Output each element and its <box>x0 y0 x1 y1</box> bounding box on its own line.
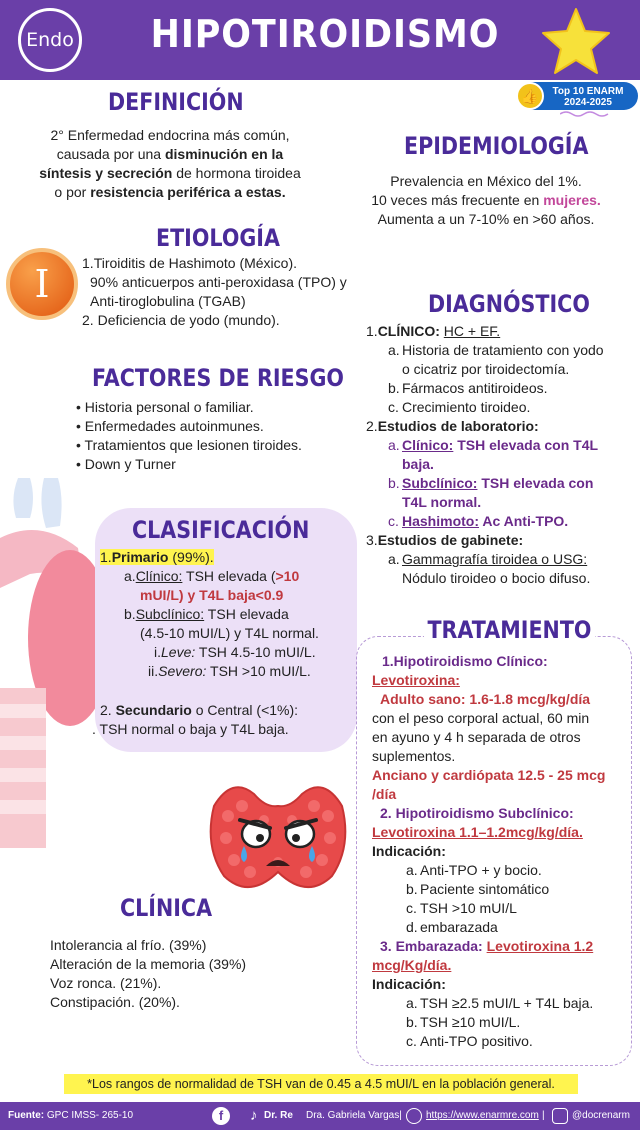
etiologia-title: ETIOLOGÍA <box>156 224 280 252</box>
star-icon <box>540 6 612 76</box>
list-item: Voz ronca. (21%). <box>50 975 162 991</box>
clasificacion-title: CLASIFICACIÓN <box>132 516 310 544</box>
page-title: HIPOTIROIDISMO <box>150 12 500 56</box>
globe-icon <box>406 1108 422 1124</box>
facebook-icon[interactable]: f <box>212 1107 230 1125</box>
tsh-footnote: *Los rangos de normalidad de TSH van de 0.45 a 4.5 mUI/L en la población general. <box>64 1074 578 1094</box>
definicion-text: 2° Enfermedad endocrina más común, causada por una disminución en la síntesis y secreción de hormona tiroidea o por resistencia periférica a estas. <box>39 127 301 200</box>
factores-list <box>76 398 356 474</box>
website-link[interactable]: https://www.enarmre.com <box>426 1110 539 1121</box>
instagram-icon[interactable] <box>552 1108 568 1124</box>
enarm-badge: Top 10 ENARM 2024-2025 <box>520 82 638 110</box>
squiggle-decoration <box>560 110 610 118</box>
footer-bar: Fuente: GPC IMSS- 265-10 f ♪ Dr. Re Dra. Gabriela Vargas| https://www.enarmre.com | @docrenarm <box>0 1102 640 1130</box>
list-item: • Enfermedades autoinmunes. <box>76 418 264 434</box>
tiktok-icon[interactable]: ♪ <box>250 1107 258 1124</box>
clinica-title: CLÍNICA <box>120 894 213 922</box>
list-item: • Historia personal o familiar. <box>76 399 254 415</box>
instagram-handle[interactable]: @docrenarm <box>572 1110 630 1121</box>
etiologia-list: 1.Tiroiditis de Hashimoto (México). 90% anticuerpos anti-peroxidasa (TPO) y Anti-tiroglobulina (TGAB) 2. Deficiencia de yodo (mundo). <box>82 255 347 328</box>
endo-logo: Endo <box>18 8 82 72</box>
clinica-list <box>50 936 310 1012</box>
header-bar <box>0 0 640 80</box>
list-item: Intolerancia al frío. (39%) <box>50 937 207 953</box>
list-item: • Tratamientos que lesionen tiroides. <box>76 437 302 453</box>
thyroid-character-illustration <box>204 776 352 900</box>
tratamiento-title: TRATAMIENTO <box>424 616 595 644</box>
info-i-icon: I <box>6 248 78 320</box>
list-item: • Down y Turner <box>76 456 176 472</box>
epidemiologia-title: EPIDEMIOLOGÍA <box>404 132 589 160</box>
epidemiologia-text: Prevalencia en México del 1%. 10 veces más frecuente en mujeres. Aumenta a un 7-10% en >60 años. <box>371 173 601 227</box>
list-item: Constipación. (20%). <box>50 994 180 1010</box>
diagnostico-list: 1.CLÍNICO: HC + EF. a. Historia de tratamiento con yodo o cicatriz por tiroidectomía. b. Fármacos antitiroideos. c. Crecimiento tiroideo. 2.Estudios de laboratorio: a. Clínico: TSH elevada con T4L baja. b. Subclínico: TSH elevada con T4L normal. c. Hashimoto: Ac Anti-TPO. 3.Estudios de gabinete: a. Gammagrafía tiroidea o USG: Nódulo tiroideo o bocio difuso. <box>366 323 604 586</box>
tratamiento-list: 1.Hipotiroidismo Clínico: Levotiroxina: Adulto sano: 1.6-1.8 mcg/kg/día con el peso corporal actual, 60 min en ayuno y 4 h separada de otros suplementos. Anciano y cardiópata 12.5 - 25 mcg /día 2. Hipotiroidismo Subclínico: Levotiroxina 1.1–1.2mcg/kg/día. Indicación: a. Anti-TPO + y bocio. b. Paciente sintomático c. TSH >10 mUI/L d. embarazada 3. Embarazada: Levotiroxina 1.2 mcg/Kg/día. Indicación: a. TSH ≥2.5 mUI/L + T4L baja. b. TSH ≥10 mUI/L. c. Anti-TPO positivo. <box>372 653 606 1049</box>
clasificacion-list: 1.Primario (99%). a.Clínico: TSH elevada (>10 mUI/L) y T4L baja<0.9 b.Subclínico: TSH elevada (4.5-10 mUI/L) y T4L normal. i.Leve: TSH 4.5-10 mUI/L. ii.Severo: TSH >10 mUI/L. 2. Secundario o Central (<1%): . TSH normal o baja y T4L baja. <box>92 549 319 737</box>
diagnostico-title: DIAGNÓSTICO <box>428 290 590 318</box>
definicion-title: DEFINICIÓN <box>108 88 244 116</box>
thumbs-up-icon: 👍 <box>516 82 544 110</box>
factores-title: FACTORES DE RIESGO <box>92 364 344 392</box>
list-item: Alteración de la memoria (39%) <box>50 956 247 972</box>
